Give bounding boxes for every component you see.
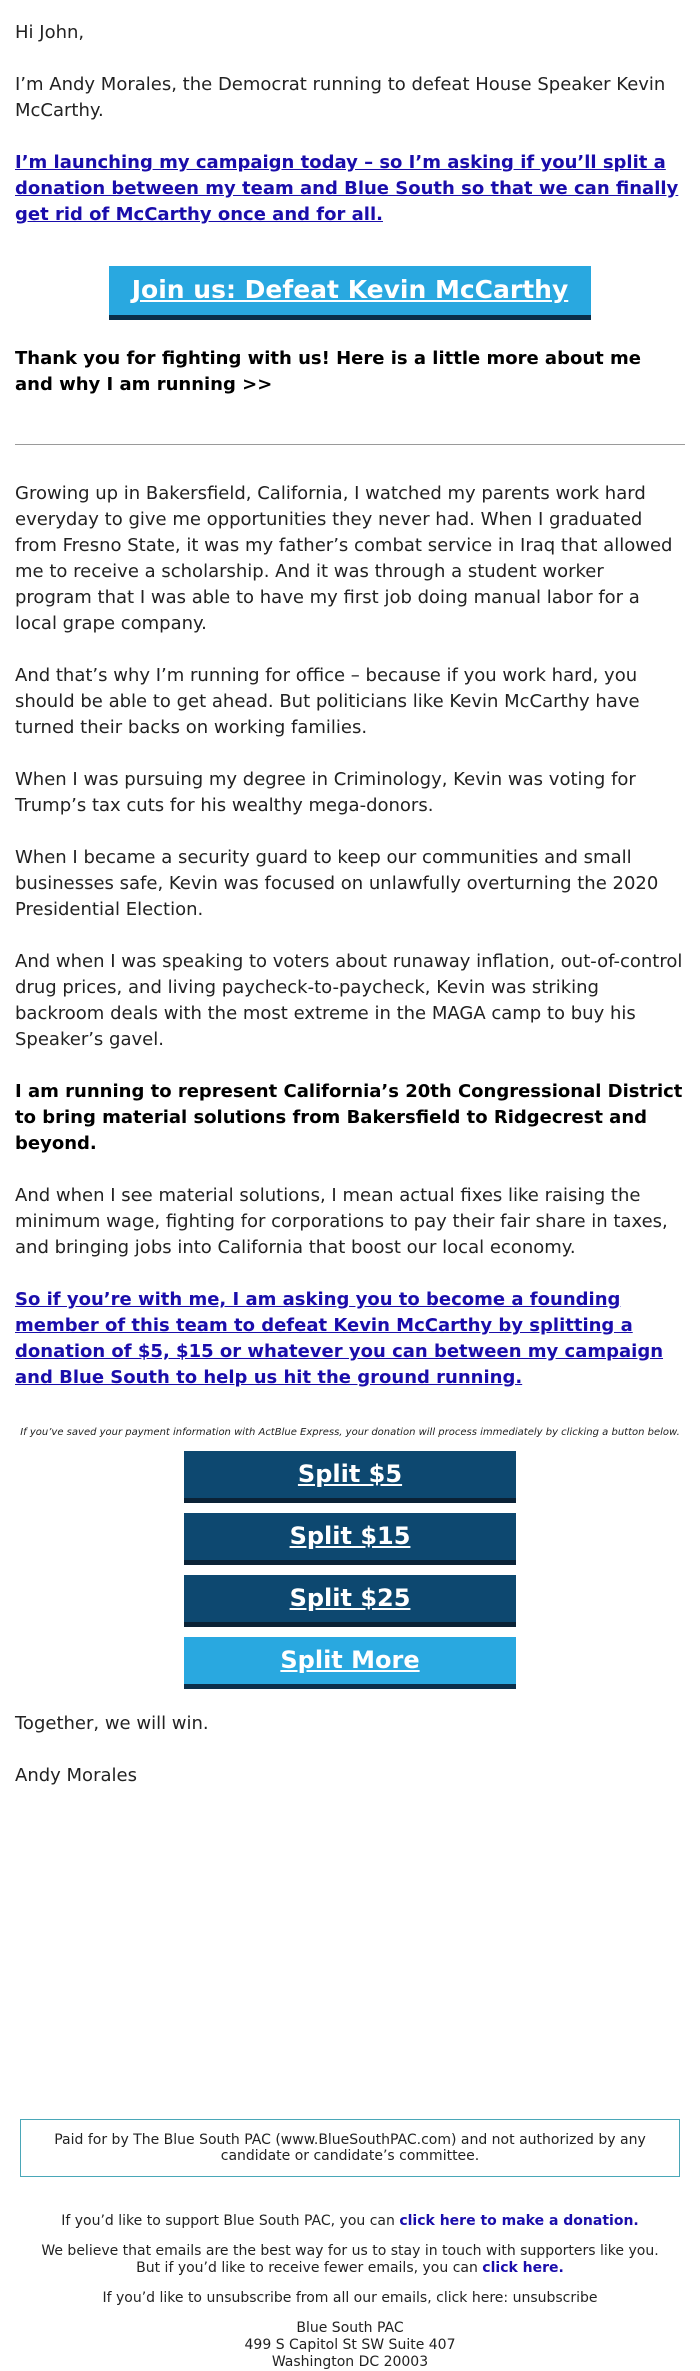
paragraph-criminology: When I was pursuing my degree in Criminology, Kevin was voting for Trump’s tax cuts for his wealthy mega-donors. [15, 769, 636, 816]
support-line [0, 2213, 700, 2230]
join-us-button[interactable]: Join us: Defeat Kevin McCarthy [109, 266, 591, 320]
district-statement: I am running to represent California’s 20th Congressional District to bring material solutions from Bakersfield to Ridgecrest and beyond. [15, 1081, 683, 1154]
split-15-button[interactable]: Split $15 [184, 1513, 516, 1565]
mailing-address [0, 2320, 700, 2371]
launch-campaign-link[interactable]: I’m launching my campaign today – so I’m asking if you’ll split a donation between my team and Blue South so that we can finally get rid of McCarthy once and for all. [15, 152, 679, 225]
greeting: Hi John, [15, 22, 85, 43]
paragraph-why-running: And that’s why I’m running for office – because if you work hard, you should be able to get ahead. But politicians like Kevin McCarthy have turned their backs on working families. [15, 665, 640, 738]
disclaimer-box: Paid for by The Blue South PAC (www.BlueSouthPAC.com) and not authorized by any candidate or candidate’s committee. [20, 2119, 680, 2177]
paragraph-background: Growing up in Bakersfield, California, I watched my parents work hard everyday to give me opportunities they never had. When I graduated from Fresno State, it was my father’s combat service in Iraq that allowed me to receive a scholarship. And it was through a student worker program that I was able to have my first job doing manual labor for a local grape company. [15, 483, 673, 634]
split-5-button[interactable]: Split $5 [184, 1451, 516, 1503]
fewer-emails-link[interactable]: click here. [482, 2260, 564, 2276]
support-text: If you’d like to support Blue South PAC, you can [61, 2213, 395, 2229]
split-more-button[interactable]: Split More [184, 1637, 516, 1689]
unsubscribe-link[interactable]: unsubscribe [512, 2290, 598, 2306]
donation-buttons [15, 1451, 685, 1689]
fewer-emails-line [0, 2243, 700, 2277]
thanks-text: Thank you for fighting with us! Here is a little more about me and why I am running >> [15, 348, 641, 395]
closing-text: Together, we will win. [15, 1713, 209, 1734]
address-line-2: Washington DC 20003 [271, 2354, 429, 2370]
split-25-button[interactable]: Split $25 [184, 1575, 516, 1627]
unsubscribe-text: If you’d like to unsubscribe from all our emails, click here: [102, 2290, 509, 2306]
cta-container [15, 266, 685, 320]
intro-text: I’m Andy Morales, the Democrat running to defeat House Speaker Kevin McCarthy. [15, 74, 666, 121]
fewer-emails-text: We believe that emails are the best way for us to stay in touch with supporters like you. But if you’d like to receive fewer emails, you can [41, 2243, 659, 2276]
signature: Andy Morales [15, 1765, 137, 1786]
unsubscribe-line [0, 2290, 700, 2307]
make-donation-link[interactable]: click here to make a donation. [399, 2213, 639, 2229]
address-line-1: 499 S Capitol St SW Suite 407 [244, 2337, 456, 2353]
paragraph-voters: And when I was speaking to voters about runaway inflation, out-of-control drug prices, and living paycheck-to-paycheck, Kevin was striking backroom deals with the most extreme in the MAGA camp to buy his Speaker’s gavel. [15, 951, 683, 1050]
paragraph-security-guard: When I became a security guard to keep our communities and small businesses safe, Kevin was focused on unlawfully overturning the 2020 Presidential Election. [15, 847, 659, 920]
actblue-note: If you’ve saved your payment information with ActBlue Express, your donation will process immediately by clicking a button below. [20, 1427, 680, 1438]
founding-member-link[interactable]: So if you’re with me, I am asking you to become a founding member of this team to defeat Kevin McCarthy by splitting a donation of $5, $15 or whatever you can between my campaign and Blue South to help us hit the ground running. [15, 1289, 664, 1388]
divider [15, 444, 685, 445]
solutions-text: And when I see material solutions, I mean actual fixes like raising the minimum wage, fighting for corporations to pay their fair share in taxes, and bringing jobs into California that boost our local economy. [15, 1185, 668, 1258]
org-name: Blue South PAC [296, 2320, 404, 2336]
